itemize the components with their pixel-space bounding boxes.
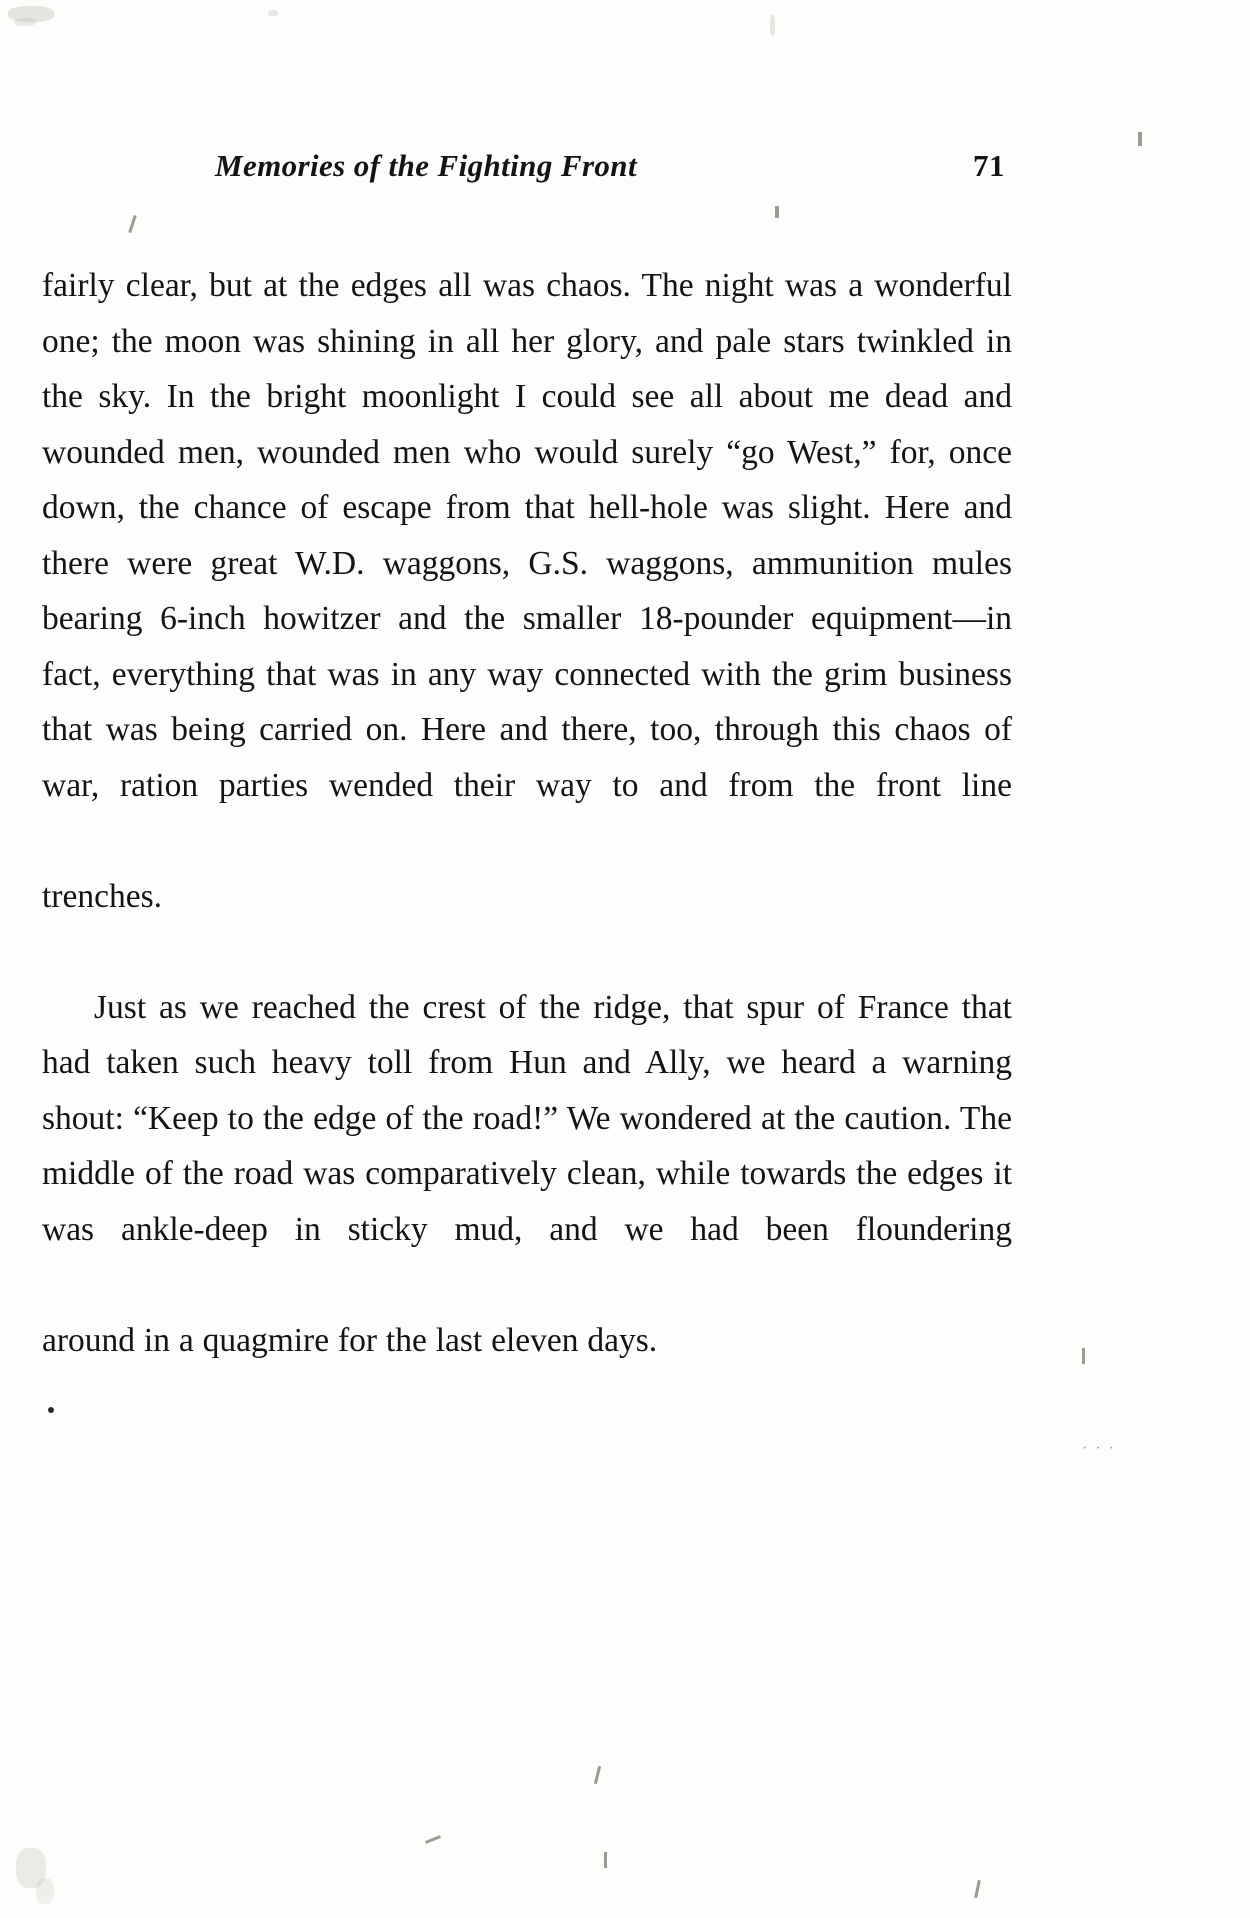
ink-dot-mark: [48, 1407, 54, 1413]
body-text: [42, 258, 1012, 1424]
paragraph-tail: [42, 869, 1012, 980]
paragraph-text: Just as we reached the crest of the ridge, that spur of France that had taken such heavy toll from Hun and Ally, we heard a warning shout: “Keep to the edge of the road!” We wondered at the caution. The middle of the road was comparatively clean, while towards the edges it was ankle-deep in sticky mud, and we had been floundering: [42, 988, 1012, 1248]
running-head: [215, 148, 1005, 184]
paragraph: [42, 980, 1012, 1313]
paragraph-tail-text: around in a quagmire for the last eleven days.: [42, 1321, 658, 1359]
paragraph: [42, 258, 1012, 869]
page-number: 71: [973, 148, 1005, 183]
paragraph-text: fairly clear, but at the edges all was chaos. The night was a wonderful one; the moon was shining in all her glory, and pale stars twinkled in the sky. In the bright moonlight I could see all about me dead and wounded men, wounded men who would surely “go West,” for, once down, the chance of escape from that hell-hole was slight. Here and there were great W.D. waggons, G.S. waggons, ammunition mules bearing 6-inch howitzer and the smaller 18-pounder equipment—in fact, everything that was in any way connected with the grim business that was being carried on. Here and there, too, through this chaos of war, ration parties wended their way to and from the front line: [42, 267, 1012, 804]
running-head-title: Memories of the Fighting Front: [215, 148, 637, 183]
margin-smudge: · · ·: [1082, 1440, 1116, 1457]
paragraph-tail-text: trenches.: [42, 877, 162, 915]
paragraph-tail: [42, 1313, 1012, 1424]
